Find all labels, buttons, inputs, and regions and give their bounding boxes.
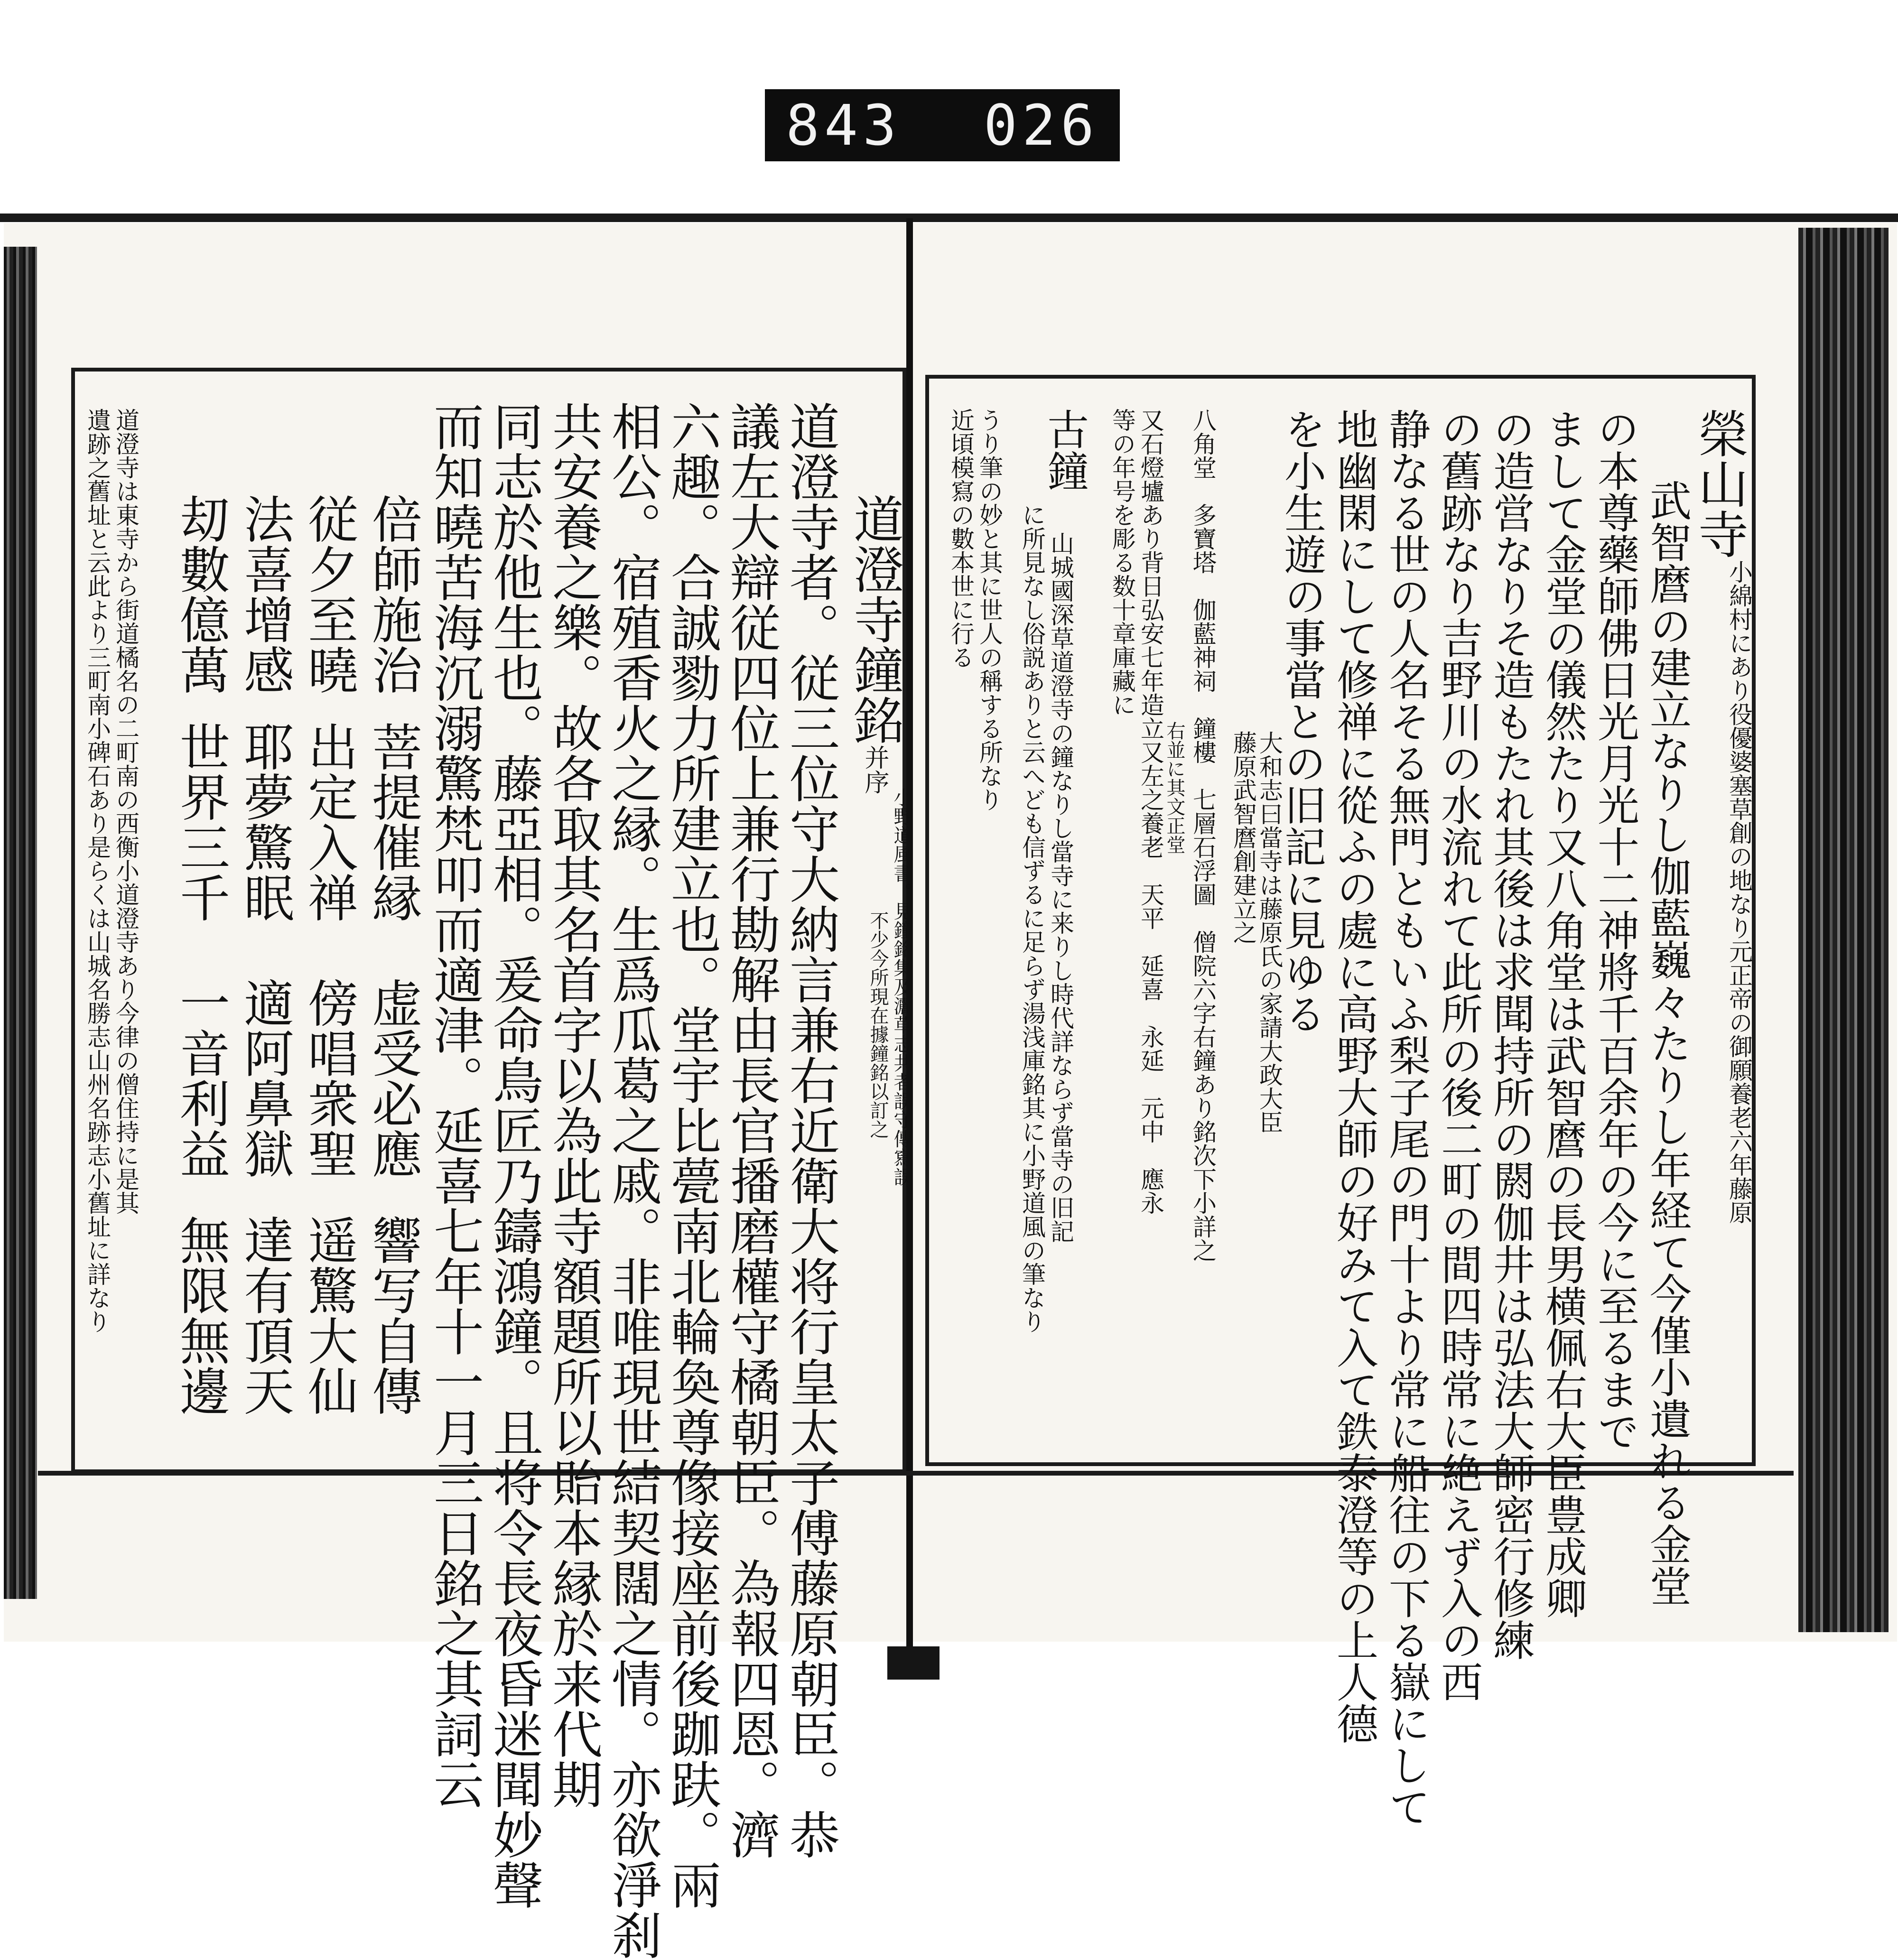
body-line-2: の本尊藥師佛日光月光十二神將千百余年の今に至るまで — [1591, 408, 1640, 1452]
preface-line-6: 同志於他生也。藤亞相。爰命鳥匠乃鑄鴻鐘。且将令長夜昏迷聞妙聲 — [485, 401, 543, 1910]
body-line-1: 武智麿の建立なりし伽藍巍々たりし年経て今僅小遺れる金堂 — [1643, 479, 1692, 1607]
inscription-title-text: 道澄寺鐘銘 — [846, 493, 904, 745]
verse-1-1: 倍師施治 — [364, 493, 422, 695]
preface-line-2: 議左大辯従四位上兼行勘解由長官播磨權守橘朝臣。為報四恩。濟 — [722, 401, 781, 1859]
inscription-title-suffix: 并序 — [860, 745, 889, 794]
body-line-8: を小生遊の事當との旧記に見ゆる — [1278, 408, 1327, 1034]
inscription-title — [846, 493, 904, 794]
body-line-6: 静なる世の人名そる無門ともいふ梨子尾の門十より常に船往の下る嶽にして — [1382, 408, 1431, 1828]
right-page-edge — [1798, 228, 1889, 1632]
verse-1-2: 菩提催縁 — [364, 721, 422, 922]
verse-4-3: 一音利益 — [172, 977, 230, 1179]
verse-2-1: 従夕至曉 — [300, 493, 358, 695]
bell-note-4: 近頃模寫の數本世に行る — [947, 408, 975, 669]
title-note-2: 不少今所現在據鐘銘以訂之 — [867, 911, 889, 1139]
bell-note-2: に所見なし俗説ありと云へども信ずるに足らず湯浅庫銘其に小野道風の筆なり — [1018, 503, 1046, 1333]
body-line-4: の造営なりそ造もたれ其後は求聞持所の閼伽井は弘法大師密行修練 — [1487, 408, 1535, 1661]
verse-2-2: 出定入禅 — [300, 721, 358, 922]
bell-note-1: 山城國深草道澄寺の鐘なりし當寺に来りし時代詳ならず當寺の旧記 — [1047, 531, 1074, 1243]
title-note-1: 小野道風書。見鐘銘集及灑草志共者誤守傳寫誤 — [891, 788, 912, 1186]
verse-2-3: 傍唱衆聖 — [300, 977, 358, 1179]
archive-label — [765, 89, 1120, 161]
verse-4-2: 世界三千 — [172, 721, 230, 922]
temple-note: 小綿村にあり役優婆塞草創の地なり元正帝の御願養老六年藤原 — [1725, 560, 1753, 1224]
preface-line-4: 相公。宿殖香火之縁。生爲瓜葛之戚。非唯現世結契闊之情。亦欲淨刹 — [604, 401, 662, 1960]
yamato-note-2: 藤原武智麿創建立之 — [1229, 731, 1257, 944]
archive-label-right: 026 — [983, 93, 1099, 158]
footnote-line-2: 遺跡之舊址と云此より三町南小碑石あり是らくは山城名勝志山州名跡志小舊址に詳なり — [84, 408, 111, 1333]
verse-1-4: 響写自傳 — [364, 1215, 422, 1416]
temple-name: 榮山寺 — [1690, 408, 1749, 559]
verse-4-1: 刧數億萬 — [172, 493, 230, 695]
footnote-line-1: 道澄寺は東寺から街道橘名の二町南の西衡小道澄寺あり今律の僧住持に是其 — [112, 408, 140, 1215]
preface-line-3: 六趣。合誠勠力所建立也。堂宇比甍南北輪奐尊像接座前後跏趺。兩 — [663, 401, 721, 1910]
verse-2-4: 遥驚大仙 — [300, 1215, 358, 1416]
left-page-edge — [4, 247, 37, 1599]
body-line-7: 地幽閑にして修禅に從ふの處に高野大師の好みて入て鉄泰澄等の上人德 — [1330, 408, 1379, 1744]
body-line-3: まして金堂の儀然たり又八角堂は武智麿の長男横佩右大臣豊成卿 — [1539, 408, 1588, 1619]
hakkakudo-line: 八角堂 多寶塔 伽藍神祠 鐘樓 七層石浮圖 僧院六字右鐘あり銘次下小詳之 — [1189, 408, 1217, 1262]
top-rule — [0, 214, 1898, 222]
verse-3-2: 耶夢驚眠 — [236, 721, 294, 922]
old-bell-heading: 古鐘 — [1041, 408, 1089, 492]
verse-1-3: 虚受必應 — [364, 977, 422, 1179]
preface-line-5: 共安養之樂。故各取其名首字以為此寺額題所以貽本縁於来代期 — [544, 401, 603, 1809]
preface-line-7: 而知曉苦海沉溺驚梵叩而適津。延喜七年十一月三日銘之其詞云 — [426, 401, 484, 1809]
body-line-5: の舊跡なり吉野川の水流れて此所の後二町の間四時常に絶えず入の西 — [1434, 408, 1483, 1702]
verse-3-4: 達有頂天 — [236, 1215, 294, 1416]
verse-3-3: 適阿鼻獄 — [236, 977, 294, 1179]
lantern-line: 又石燈壚あり背日弘安七年造立又左之養老 天平 延喜 永延 元中 應永 — [1137, 408, 1164, 1215]
archive-label-left: 843 — [786, 93, 902, 158]
gutter-clip — [887, 1646, 940, 1680]
yamato-note: 大和志曰當寺は藤原氏の家請大政大臣 — [1256, 731, 1283, 1134]
verse-3-1: 法喜增感 — [236, 493, 294, 695]
preface-line-1: 道澄寺者。従三位守大納言兼右近衛大将行皇太子傅藤原朝臣。恭 — [782, 401, 840, 1859]
hakkakudo-note: 右並に其文正堂 — [1163, 721, 1185, 854]
bell-note-3: うり筆の妙と其に世人の稱する所なり — [976, 408, 1003, 811]
verse-4-4: 無限無邊 — [172, 1215, 230, 1416]
lantern-line-2: 等の年号を彫る数十章庫藏に — [1108, 408, 1136, 716]
